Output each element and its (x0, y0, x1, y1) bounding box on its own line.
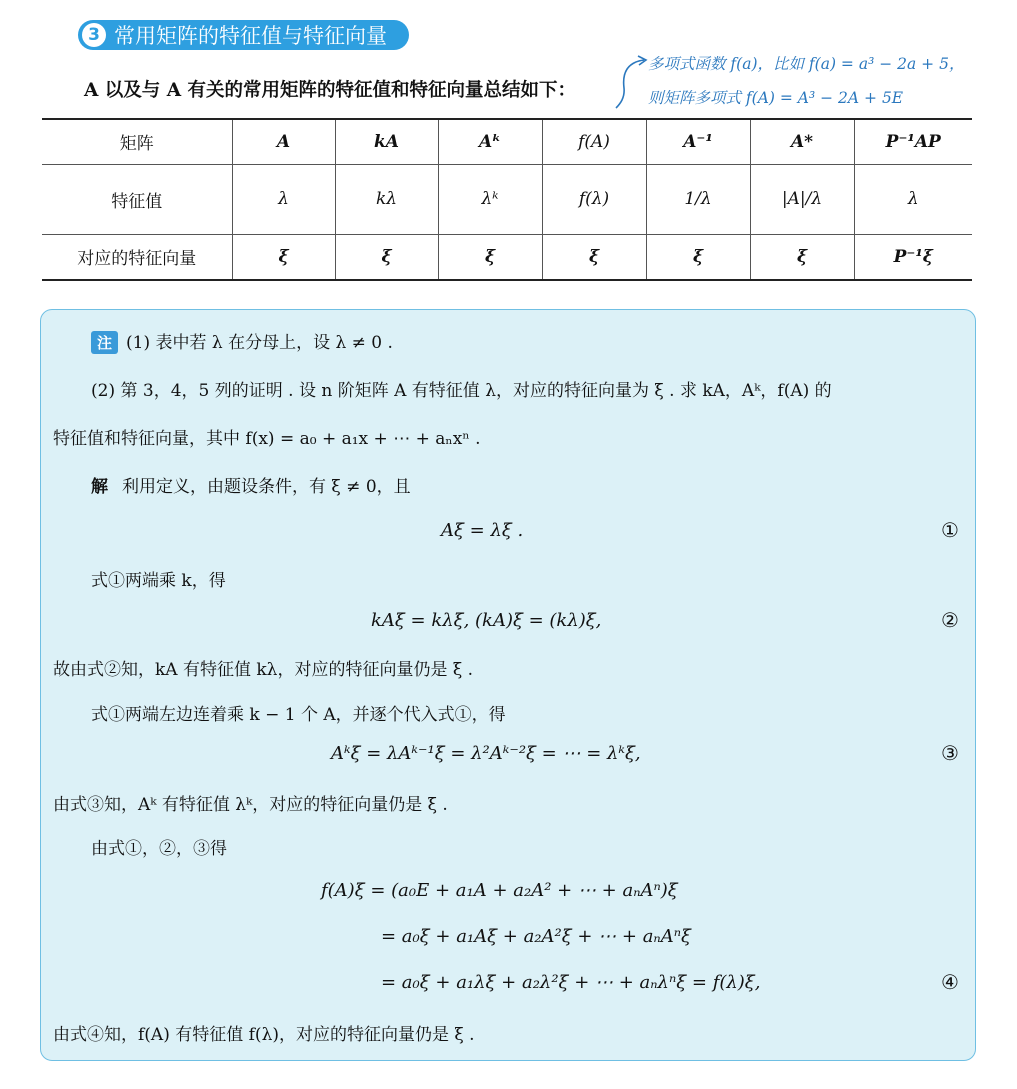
table-row-matrix (42, 119, 972, 164)
annotation-arrow-icon (610, 54, 650, 114)
step-text-1: 式①两端乘 k，得 (91, 571, 226, 591)
table-cell: ξ (750, 234, 854, 280)
table-cell: Aᵏ (438, 119, 542, 164)
table-cell: λ (232, 164, 335, 234)
step-text-3: 式①两端左边连着乘 k − 1 个 A，并逐个代入式①，得 (91, 705, 506, 725)
note-item-2-cont: 特征值和特征向量，其中 f(x) = a₀ + a₁x + ⋯ + aₙxⁿ . (53, 429, 481, 449)
table-cell: f(λ) (542, 164, 646, 234)
table-row-eigenvector (42, 234, 972, 280)
equation-4a: f(A)ξ = (a₀E + a₁A + a₂A² + ⋯ + aₙAⁿ)ξ (321, 880, 678, 901)
table-cell: ξ (335, 234, 438, 280)
table-cell: ξ (542, 234, 646, 280)
table-cell: f(A) (542, 119, 646, 164)
section-title: 常用矩阵的特征值与特征向量 (114, 24, 387, 48)
step-text-5: 由式①，②，③得 (91, 839, 227, 859)
table-row-eigenvalue (42, 164, 972, 234)
equation-number-1: ① (941, 518, 959, 542)
table-cell: P⁻¹AP (854, 119, 972, 164)
solution-label: 解 (91, 477, 108, 497)
step-text-6: 由式④知，f(A) 有特征值 f(λ)，对应的特征向量仍是 ξ . (53, 1025, 475, 1045)
table-cell: |A|/λ (750, 164, 854, 234)
table-cell: kA (335, 119, 438, 164)
table-cell: λ (854, 164, 972, 234)
annotation-line-1: 多项式函数 f(a)，比如 f(a) = a³ − 2a + 5， (648, 55, 965, 73)
intro-text: A 以及与 A 有关的常用矩阵的特征值和特征向量总结如下： (84, 80, 577, 101)
table-cell: A⁻¹ (646, 119, 750, 164)
equation-3: Aᵏξ = λAᵏ⁻¹ξ = λ²Aᵏ⁻²ξ = ⋯ = λᵏξ, (331, 743, 641, 764)
table-cell: ξ (646, 234, 750, 280)
table-cell: 对应的特征向量 (42, 234, 232, 280)
table-cell: ξ (438, 234, 542, 280)
equation-1: Aξ = λξ . (441, 520, 524, 541)
table-cell: 1/λ (646, 164, 750, 234)
note-item-2: (2) 第 3，4，5 列的证明 . 设 n 阶矩阵 A 有特征值 λ，对应的特征向量为 ξ . 求 kA，Aᵏ，f(A) 的 (91, 381, 832, 401)
table-cell: P⁻¹ξ (854, 234, 972, 280)
equation-number-4: ④ (941, 970, 959, 994)
step-text-4: 由式③知，Aᵏ 有特征值 λᵏ，对应的特征向量仍是 ξ . (53, 795, 448, 815)
solution-intro (91, 472, 411, 497)
section-heading (78, 20, 409, 50)
table-cell: A* (750, 119, 854, 164)
table-cell: λᵏ (438, 164, 542, 234)
note-box (40, 309, 976, 1061)
note-badge: 注 (91, 331, 118, 354)
note-text: (1) 表中若 λ 在分母上，设 λ ≠ 0 . (126, 333, 393, 353)
solution-text: 利用定义，由题设条件，有 ξ ≠ 0，且 (122, 477, 411, 497)
table-cell: A (232, 119, 335, 164)
equation-2: kAξ = kλξ, (kA)ξ = (kλ)ξ, (371, 610, 602, 631)
section-number: 3 (82, 23, 106, 47)
equation-4b: = a₀ξ + a₁Aξ + a₂A²ξ + ⋯ + aₙAⁿξ (381, 926, 691, 947)
equation-number-3: ③ (941, 741, 959, 765)
annotation-line-2: 则矩阵多项式 f(A) = A³ − 2A + 5E (648, 89, 904, 107)
equation-4c: = a₀ξ + a₁λξ + a₂λ²ξ + ⋯ + aₙλⁿξ = f(λ)ξ, (381, 972, 761, 993)
table-cell: ξ (232, 234, 335, 280)
table-cell: kλ (335, 164, 438, 234)
table-cell: 矩阵 (42, 119, 232, 164)
step-text-2: 故由式②知，kA 有特征值 kλ，对应的特征向量仍是 ξ . (53, 660, 474, 680)
eigen-summary-table (42, 118, 972, 281)
equation-number-2: ② (941, 608, 959, 632)
table-cell: 特征值 (42, 164, 232, 234)
note-item-1 (91, 328, 393, 354)
